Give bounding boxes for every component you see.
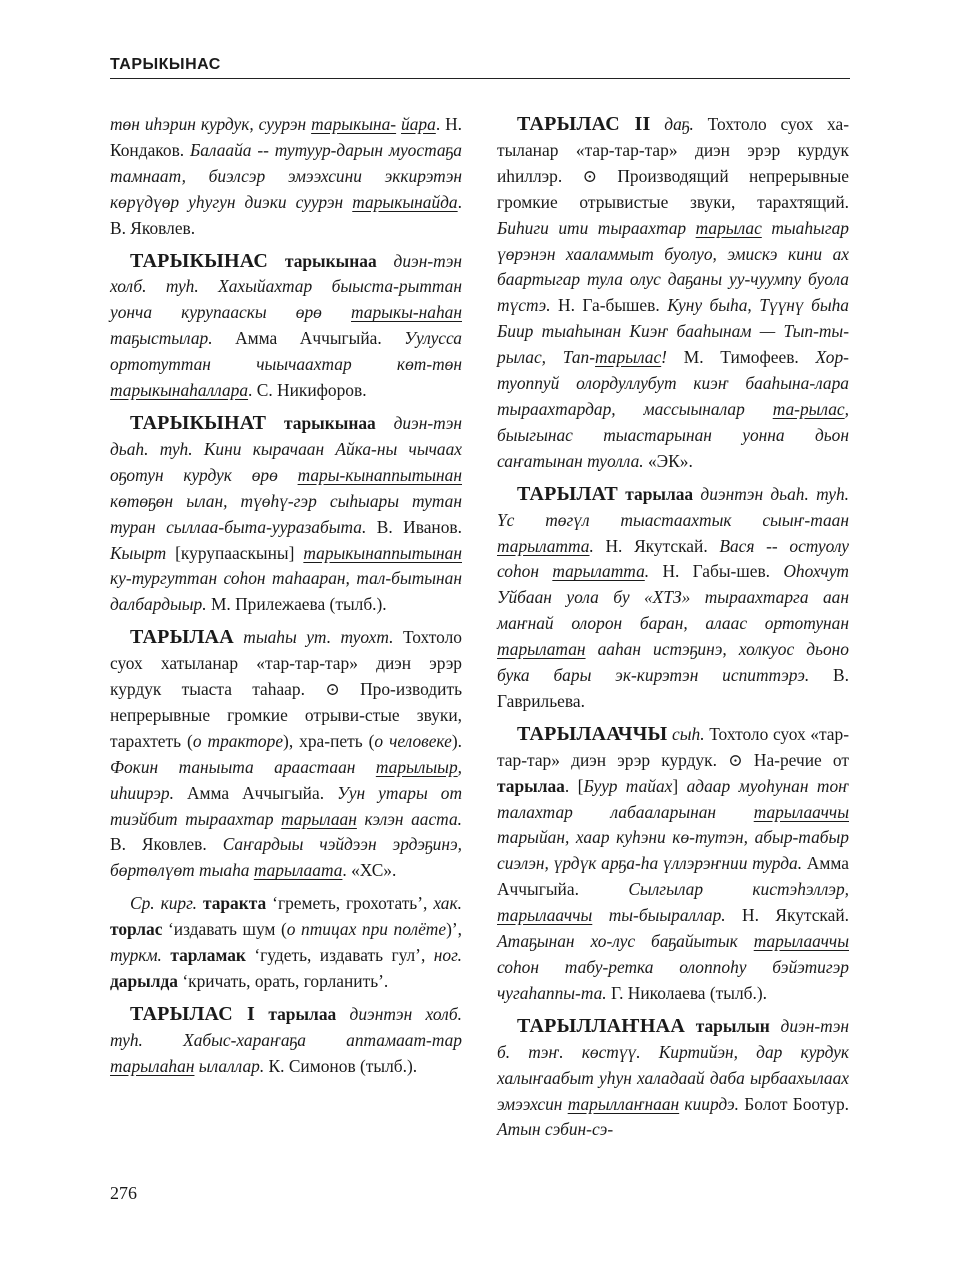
headword: ТАРЫЛААЧЧЫ: [517, 722, 668, 745]
headword: ТАРЫКЫНАТ: [130, 411, 267, 434]
entry-tarylat: ТАРЫЛАТ тарылаа диэнтэн дьаһ. туһ. Үс төгүл тыастаахтык сыыҥ-таан тарылатта. Н. Якутскай. Вася -- остуолу соһон тарылатта. Н. Габы-шев. Оһохчут Уйбаан уола бу «ХТЗ» тыраахтарга аан маҥнай олорон баран, алаас ортотунан тарылатан ааһан истэҕинэ, холкуос дьоно бука бары эк-кирэтэн испиттэрэ. В. Гаврильева.: [497, 482, 849, 711]
entry-tarylas-2: ТАРЫЛАС II даҕ. Тохтоло суох ха-тыланар «тар-тар-тар» диэн эрэр курдук иһиллэр. ⊙ Производящий непрерывные громкие отрывистые звуки, тарахтящий. Биһиги ити тыраахтар тарылас тыаһыгар үөрэнэн хааламмыт буолуо, эмискэ кини ах баартыгар тула олус даҕаны уу-чуумпу буола түстэ. Н. Га-бышев. Куну быһа, Түүнү быһа Биир тыаһынан Киэҥ бааһынам — Тып-ты-рылас, Тап-тарылас! М. Тимофеев. Хор-туоппуй олордуллубут киэҥ бааһына-лара тыраахтардар, массыыналар та-рылас, быыгынас тыастарынан уонна дьон саҥатынан туолла. «ЭК».: [497, 113, 849, 471]
headword: ТАРЫЛЛАҤНАА: [517, 1014, 685, 1037]
right-column: [497, 112, 849, 1143]
left-column: [110, 112, 462, 1080]
entry-tarylaa: ТАРЫЛАА тыаһы ут. туохт. Тохтоло суох хатыланар «тар-тар-тар» диэн эрэр курдук тыаста таһаар. ⊙ Про-изводить непрерывные громкие отрыви-стые звуки, тарахтеть (о тракторе), хра-петь (о человеке). Фокин таныыта араастаан тарылыыр, иһиирэр. Амма Аччыгыйа. Уун утары от тиэйбит тыраахтар тарылаан кэлэн ааста. В. Яковлев. Саҥардыы чэйдээн эрдэҕинэ, бөртөлүөт тыаһа тарылаата. «ХС».: [110, 626, 463, 881]
headword: ТАРЫЛАА: [130, 626, 234, 649]
headword: ТАРЫЛАС II: [517, 113, 651, 135]
header-rule: [110, 78, 850, 79]
headword: ТАРЫЛАТ: [517, 482, 618, 505]
entry-tarykynas: ТАРЫКЫНАС тарыкынаа диэн-тэн холб. туһ. Хахыйахтар быыста-рыттан уонча курупааскы өрө тарыкы-наһан таҕыстылар. Амма Аччыгыйа. Уулусса ортотуттан чыычаахтар көт-төн тарыкынаһаллара. С. Никифоров.: [110, 249, 462, 401]
entry-tarylllangnaa: ТАРЫЛЛАҤНАА тарылын диэн-тэн б. тэҥ. көстүү. Киртийэн, дар курдук халыҥаабыт уһун халадаай даба ырбаахылаах эмээхсин тарыллаҥнаан киирдэ. Болот Боотур. Атын сэбин-сэ-: [497, 1014, 849, 1140]
entry-tarykynat: ТАРЫКЫНАТ тарыкынаа диэн-тэн дьаһ. туһ. Кини кырачаан Айка-ны чычаах оҕотун курдук өрө тары-кынаппытынан көтөҕөн ылан, түөһү-гэр сыһыары тутан туран сыллаа-быта-ууразабыта. В. Иванов. Кыырт [курупааскыны] тарыкынаппытынан ку-тургуттан соһон таһааран, тал-бытынан далбардыыр. М. Прилежаева (тылб.).: [110, 411, 462, 615]
entry-tarylas-1: ТАРЫЛАС I тарылаа диэнтэн холб. туһ. Хабыс-хараҥаҕа аптамаат-тар тарылаһан ылаллар. К. Симонов (тылб.).: [110, 1002, 462, 1076]
entry-tarylaachchy: ТАРЫЛААЧЧЫ сыһ. Тохтоло суох «тар-тар-тар» диэн эрэр курдук. ⊙ На-речие от тарылаа. [Буур тайах] адаар муоһунан тоҥ талахтар лабааларынан тарылааччы тарыйан, хаар куһэни кө-тутэн, абыр-табыр сиэлэн, үрдүк арҕа-һа үллэрэҥнии турда. Амма Аччыгыйа. Сылгылар кистэһэллэр, тарылааччы ты-быыраллар. Н. Якутскай. Атаҕынан хо-лус баҕайытык тарылааччы соһон табу-ретка олоппоһу бэйэтигэр чугаһаппы-та. Г. Николаева (тылб.).: [497, 722, 850, 1003]
page-number: 276: [110, 1183, 137, 1203]
etymology-note: Ср. кирг. таракта ‘греметь, грохотать’, хак. торлас ‘издавать шум (о птицах при полёте)’, туркм. тарламак ‘гудеть, издавать гул’, ног. дарылда ‘кричать, орать, горланить’.: [110, 893, 462, 991]
headword: ТАРЫЛАС I: [130, 1002, 256, 1025]
running-head: ТАРЫКЫНАС: [110, 56, 221, 73]
headword: ТАРЫКЫНАС: [130, 249, 269, 272]
entry-continuation: төн иһэрин курдук, суурэн тарыкына- йара. Н. Кондаков. Балаайа -- тутуур-дарын муостаҕа тамнаат, биэлсэр эмээхсини эккирэтэн көрүдүөр уһугун диэки суурэн тарыкынайда. В. Яковлев.: [110, 114, 462, 238]
